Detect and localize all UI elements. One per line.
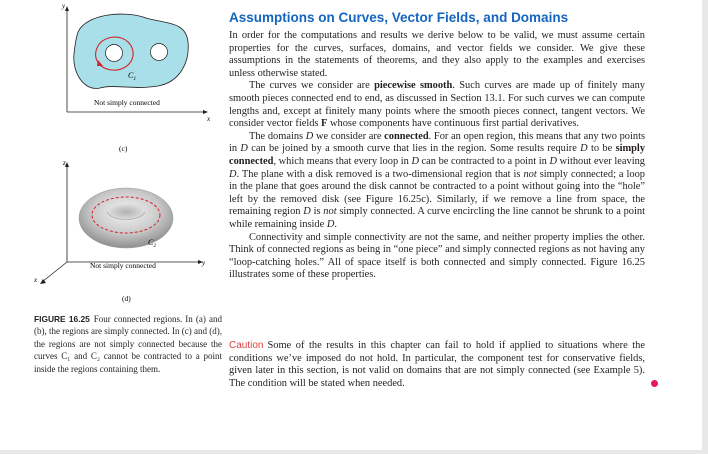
section-title: Assumptions on Curves, Vector Fields, and Domains bbox=[229, 10, 569, 25]
region-label-d: Not simply connected bbox=[90, 261, 156, 270]
hole-c-2 bbox=[151, 44, 168, 61]
scrollbar-track bbox=[702, 0, 708, 454]
bottom-border bbox=[0, 450, 708, 454]
figure-caption bbox=[34, 313, 222, 375]
panel-c bbox=[61, 2, 211, 153]
caution-note bbox=[229, 340, 645, 390]
caution-paragraph bbox=[229, 340, 645, 390]
region-label-c: Not simply connected bbox=[94, 98, 160, 107]
y-axis-arrow-c bbox=[65, 6, 69, 11]
hole-c bbox=[106, 45, 123, 62]
x-axis-d bbox=[42, 262, 67, 282]
paragraph-2: The curves we consider are piecewise smooth. Such curves are made up of finitely many smooth pieces connected end to end, as discussed in Section 13.1. For such curves we can compute lengths and, except at finitely many points where the smooth pieces connect, tangent vectors. We consider vector fields F whose components have continuous first partial derivatives. bbox=[229, 80, 645, 130]
y-axis-label-c: y bbox=[62, 2, 66, 10]
curve-c2-label: $C_2$ bbox=[148, 238, 157, 249]
x-axis-arrow-c bbox=[203, 110, 208, 114]
panel-label-c: (c) bbox=[119, 144, 128, 153]
paragraph-4: Connectivity and simple connectivity are not the same, and neither property implies the other. Think of connected regions as being in “one piece” and simply connected regions as not having any “loop-catching holes.” All of space itself is both connected and simply connected. Figure 16.25 illustrates some of these properties. bbox=[229, 231, 645, 281]
y-axis-label-d: y bbox=[202, 259, 206, 267]
figure-16-25-panels bbox=[0, 0, 220, 454]
figure-label: FIGURE 16.25 bbox=[34, 314, 90, 324]
curve-c1-label: $C_1$ bbox=[128, 71, 137, 82]
caption-text: Four connected regions. In (a) and (b), the regions are simply connected. In (c) and (d), the regions are not simply connected because the curves C₁ and C₂ cannot be contracted to a point inside the regions containing them. bbox=[34, 314, 222, 374]
end-dot-icon bbox=[651, 380, 658, 387]
caution-text: Some of the results in this chapter can fail to hold if applied to situations where the conditions we’ve imposed do not hold. In particular, the component test for conservative fields, given later in this section, is not valid on domains that are not simply connected (see Example 5). The condition will be stated when needed. bbox=[229, 340, 645, 389]
panel-d bbox=[33, 159, 206, 303]
x-axis-label-c: x bbox=[207, 115, 211, 123]
caution-label: Caution bbox=[229, 340, 264, 351]
paragraph-3: The domains D we consider are connected. For an open region, this means that any two points in D can be joined by a smooth curve that lies in the region. Some results require D to be simply connected, which means that every loop in D can be contracted to a point in D without ever leaving D. The plane with a disk removed is a two-dimensional region that is not simply connected; a loop in the plane that goes around the disk cannot be contracted to a point without going into the “hole” left by the removed disk (see Figure 16.25c). Similarly, if we remove a line from space, the remaining region D is not simply connected. A curve encircling the line cannot be shrunk to a point while remaining inside D. bbox=[229, 130, 646, 230]
x-axis-label-d: x bbox=[34, 276, 38, 284]
panel-label-d: (d) bbox=[122, 294, 131, 303]
z-axis-label-d: z bbox=[63, 159, 66, 167]
torus-hole bbox=[107, 204, 145, 220]
section-body bbox=[229, 10, 645, 282]
paragraph-1: In order for the computations and results we derive below to be valid, we must assume certain properties for the curves, surfaces, domains, and vector fields we consider. We give these assumptions in the statements of theorems, and they also apply to the examples and exercises unless otherwise stated. bbox=[229, 30, 645, 79]
